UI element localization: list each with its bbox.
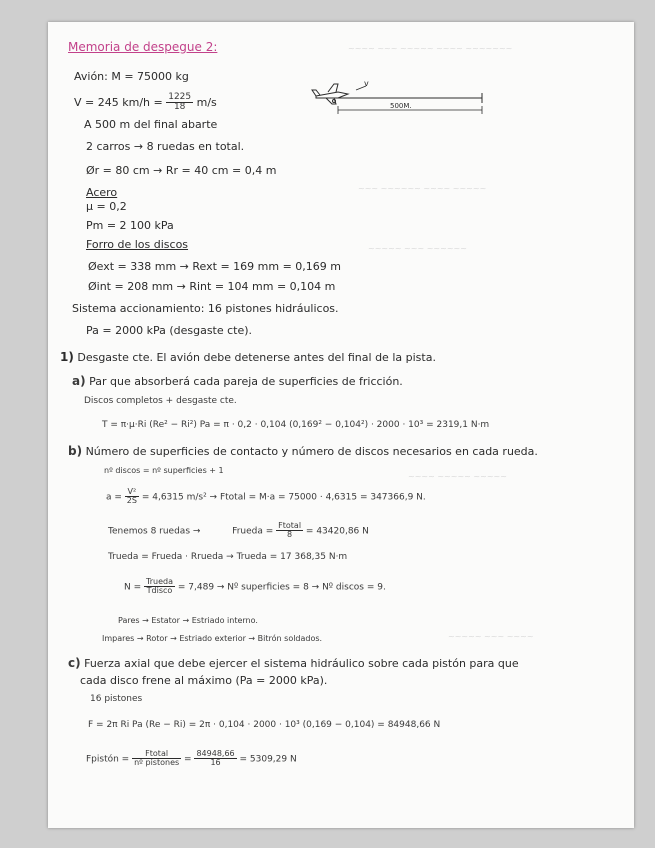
external-diameter: Øext = 338 mm → Rext = 169 mm = 0,169 m [88,260,341,273]
max-pressure: Pm = 2 100 kPa [86,219,174,232]
speed-denominator: 18 [173,102,186,113]
wheel-force-line [108,522,369,540]
acceleration-fraction [125,488,139,506]
pistons-count: 16 pistones [90,694,143,704]
distance-label: 500M. [390,102,412,110]
bleed-through-text: ~~~~ ~~~~~ ~~~~~ [408,472,507,481]
friction-coefficient: μ = 0,2 [86,200,127,213]
part-c-text-line1: Fuerza axial que debe ejercer el sistema hidráulico sobre cada pistón para que [84,657,519,670]
part-b-question [68,444,538,458]
bleed-through-text: ~~~~~ ~~~ ~~~~~~ [368,244,467,253]
even-discs-note: Pares → Estator → Estriado interno. [118,616,258,625]
wheel-force-fraction [276,522,303,540]
surfaces-lhs: N = [124,582,142,593]
wheel-force-numerator: Ftotal [278,521,302,530]
discs-heading: Forro de los discos [86,238,189,251]
wheel-force-result: = 43420,86 N [305,526,369,537]
piston-force-denominator: nº pistones [134,758,180,768]
acceleration-result: = 4,6315 m/s² → Ftotal = M·a = 75000 · 4,6315 = 347366,9 N. [141,492,426,503]
page-title: Memoria de despegue 2: [68,40,218,54]
piston-force-numerator: Ftotal [132,750,181,759]
part-b-text: Número de superficies de contacto y número de discos necesarios en cada rueda. [85,445,538,458]
plane-mass-line [74,70,189,83]
wheel-torque-line: Trueda = Frueda · Rrueda → Trueda = 17 368,35 N·m [108,552,348,562]
notebook-page [48,22,634,828]
speed-numerator: 1225 [168,92,192,102]
velocity-arrow [356,86,366,90]
wheel-diameter: Ør = 80 cm → Rr = 40 cm = 0,4 m [86,164,277,177]
piston-force-result: = 5309,29 N [239,754,297,765]
surfaces-fraction [144,578,175,596]
part-a-text: Par que absorberá cada pareja de superficies de fricción. [89,375,403,388]
odd-discs-note: Impares → Rotor → Estriado exterior → Bitrón soldados. [102,634,323,643]
steel-heading: Acero [86,186,118,199]
speed-unit: m/s [196,95,217,109]
piston-force-lhs: Fpistón = [86,754,130,765]
wear-pressure: Pa = 2000 kPa (desgaste cte). [86,324,253,337]
section-1 [60,350,436,364]
piston-force-value-fraction [194,750,236,768]
runway-diagram [298,80,498,132]
surfaces-numerator: Trueda [146,577,173,586]
airplane-icon [312,84,348,104]
plane-label: Avión: [74,70,108,83]
bleed-through-text: ~~~~ ~~~ ~~~~~ ~~~~ ~~~~~~~ [348,44,513,53]
speed-fraction [166,93,193,113]
internal-diameter: Øint = 208 mm → Rint = 104 mm = 0,104 m [88,280,336,293]
part-b-note: nº discos = nº superficies + 1 [104,466,224,475]
wheels-count-text: Tenemos 8 ruedas → [108,526,201,537]
acceleration-line [106,488,426,506]
speed-prefix: V = 245 km/h = [74,95,163,109]
wheel-force-denominator: 8 [287,530,293,540]
acceleration-lhs: a = [106,492,122,503]
piston-force-line: Fpistón = $\frac{\text{Ftotal}}{\text{nº pistones}}$ = $\frac{84948,66}{16}$ = 5309,29 N [86,749,297,768]
velocity-label: v [364,80,369,88]
speed-line [74,93,217,113]
section-1-text: Desgaste cte. El avión debe detenerse antes del final de la pista. [77,351,436,364]
runway-distance: A 500 m del final abarte [84,118,218,131]
part-b-label: b) [68,444,83,458]
acceleration-numerator: V² [125,488,139,497]
part-a-note: Discos completos + desgaste cte. [84,396,237,406]
bleed-through-text: ~~~ ~~~~~~ ~~~~ ~~~~~ [358,184,487,193]
plane-mass: M = 75000 kg [111,70,189,83]
piston-force-fraction [132,750,181,768]
actuation-system: Sistema accionamiento: 16 pistones hidráulicos. [72,302,339,315]
part-a-question [72,374,403,388]
surfaces-denominator: Tdisco [146,586,173,596]
bleed-through-text: ~~~~~ ~~~ ~~~~ [448,632,534,641]
wheel-force-lhs: Frueda = [232,526,274,537]
part-c-text-line2: cada disco frene al máximo (Pa = 2000 kPa). [80,674,328,687]
axial-force-formula: F = 2π Ri Pa (Re − Ri) = 2π · 0,104 · 2000 · 10³ (0,169 − 0,104) = 84948,66 N [88,720,441,730]
part-a-formula: T = π·μ·Ri (Re² − Ri²) Pa = π · 0,2 · 0,104 (0,169² − 0,104²) · 2000 · 10³ = 2319,1 N·m [102,420,490,430]
part-c-label: c) [68,656,81,670]
piston-force-value-numerator: 84948,66 [196,749,235,758]
acceleration-denominator: 2S [126,496,137,506]
surfaces-count-line [124,578,386,596]
part-c-question [68,656,519,670]
wheels-info: 2 carros → 8 ruedas en total. [86,140,245,153]
part-a-label: a) [72,374,86,388]
section-1-number: 1) [60,350,74,364]
surfaces-result: = 7,489 → Nº superficies = 8 → Nº discos = 9. [177,582,386,593]
piston-force-value-denominator: 16 [210,758,221,768]
